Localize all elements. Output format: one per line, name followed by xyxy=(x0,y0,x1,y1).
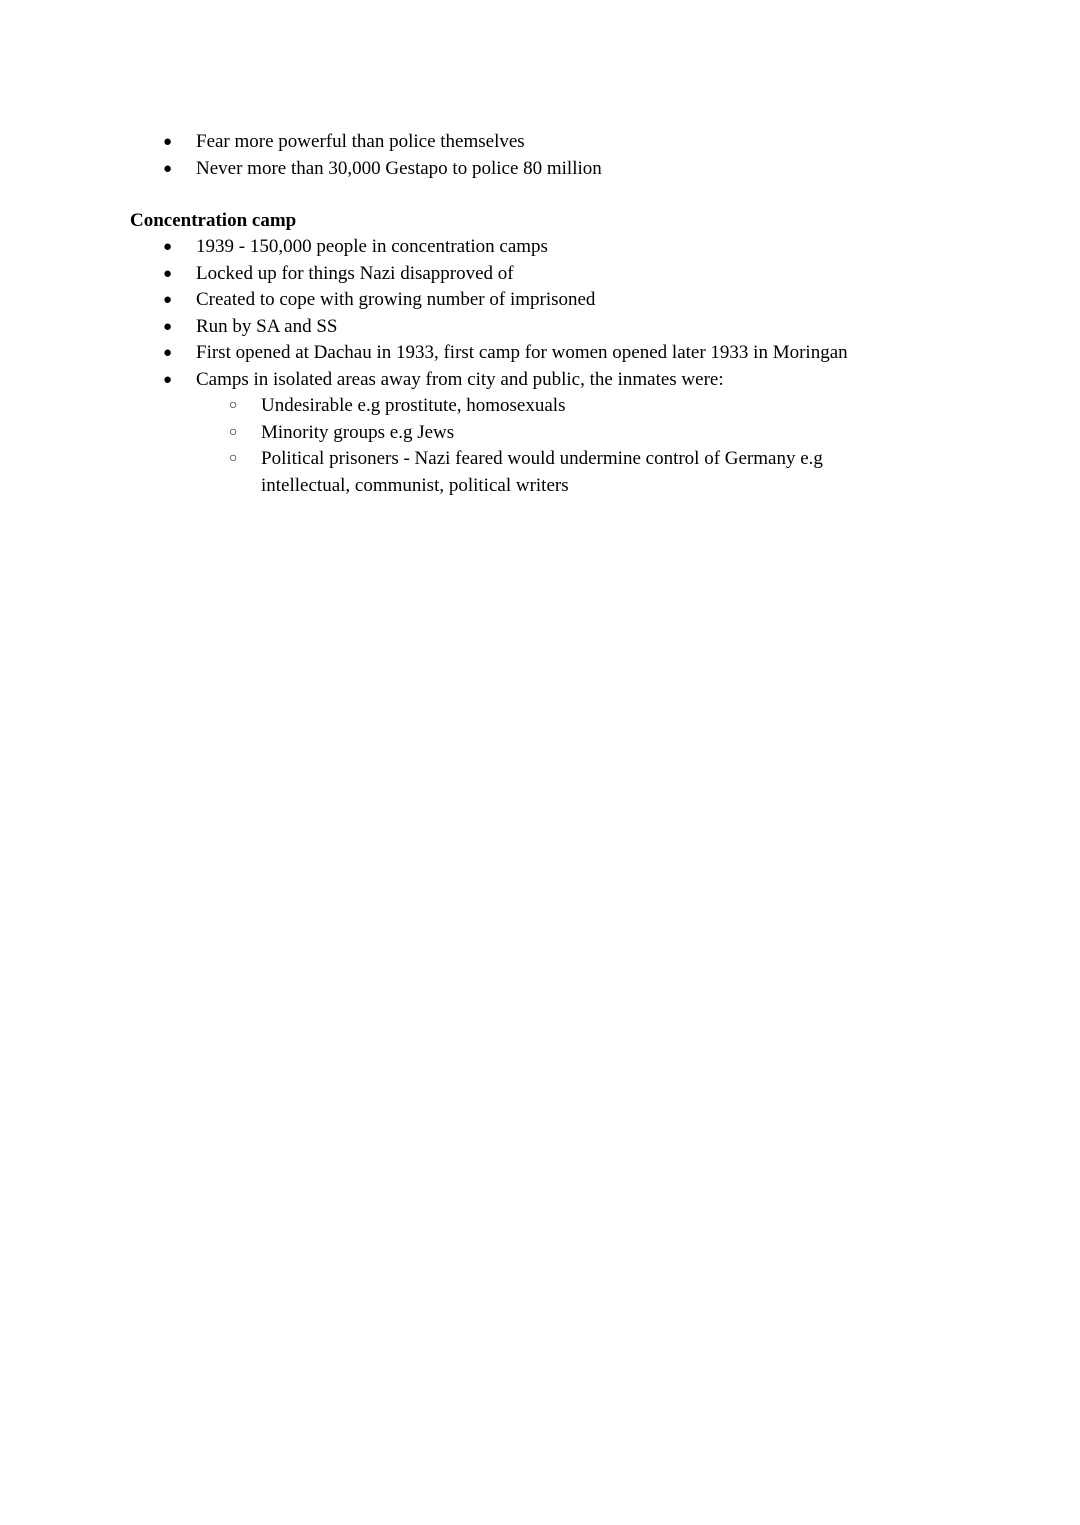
list-item-text: Created to cope with growing number of imprisoned xyxy=(196,289,596,310)
list-item-text: Run by SA and SS xyxy=(196,315,338,337)
list-item xyxy=(0,129,1080,156)
hollow-bullet-icon: ○ xyxy=(229,398,238,413)
bullet-icon: ● xyxy=(163,134,173,150)
list-item-text: Locked up for things Nazi disapproved of xyxy=(196,262,514,284)
list-item xyxy=(0,367,1080,394)
list-item xyxy=(0,261,1080,288)
list-item xyxy=(0,314,1080,341)
bullet-icon: ● xyxy=(163,292,173,308)
list-item xyxy=(0,156,1080,183)
bullet-icon: ● xyxy=(163,239,173,255)
hollow-bullet-icon: ○ xyxy=(229,451,238,466)
sub-list-item xyxy=(0,393,901,420)
list-item xyxy=(0,340,1080,367)
bullet-icon: ● xyxy=(163,265,173,282)
sub-list-item-text: Political prisoners - Nazi feared would undermine control of Germany e.g intellectual, communist, political writers xyxy=(261,448,823,496)
list-item-text: Camps in isolated areas away from city and public, the inmates were: xyxy=(196,368,724,390)
sub-list-item xyxy=(0,446,901,499)
list-item-text: First opened at Dachau in 1933, first camp for women opened later 1933 in Moringan xyxy=(196,342,848,363)
list-item-text: 1939 - 150,000 people in concentration camps xyxy=(196,236,548,257)
list-item-text: Fear more powerful than police themselves xyxy=(196,131,525,152)
sub-list-item xyxy=(0,420,901,447)
list-item xyxy=(0,287,1080,314)
inmates-sub-bullet-list xyxy=(0,393,1080,499)
sub-list-item-text: Undesirable e.g prostitute, homosexuals xyxy=(261,395,566,416)
list-item-text: Never more than 30,000 Gestapo to police 80 million xyxy=(196,157,602,179)
section-heading: Concentration camp xyxy=(130,210,297,231)
list-item xyxy=(0,234,1080,261)
bullet-icon: ● xyxy=(163,318,173,335)
bullet-icon: ● xyxy=(163,345,173,361)
hollow-bullet-icon: ○ xyxy=(229,424,238,440)
bullet-icon: ● xyxy=(163,160,173,177)
sub-list-item-text: Minority groups e.g Jews xyxy=(261,421,455,443)
intro-bullet-list xyxy=(0,129,1080,182)
concentration-camp-bullet-list xyxy=(0,234,1080,393)
bullet-icon: ● xyxy=(163,371,173,388)
